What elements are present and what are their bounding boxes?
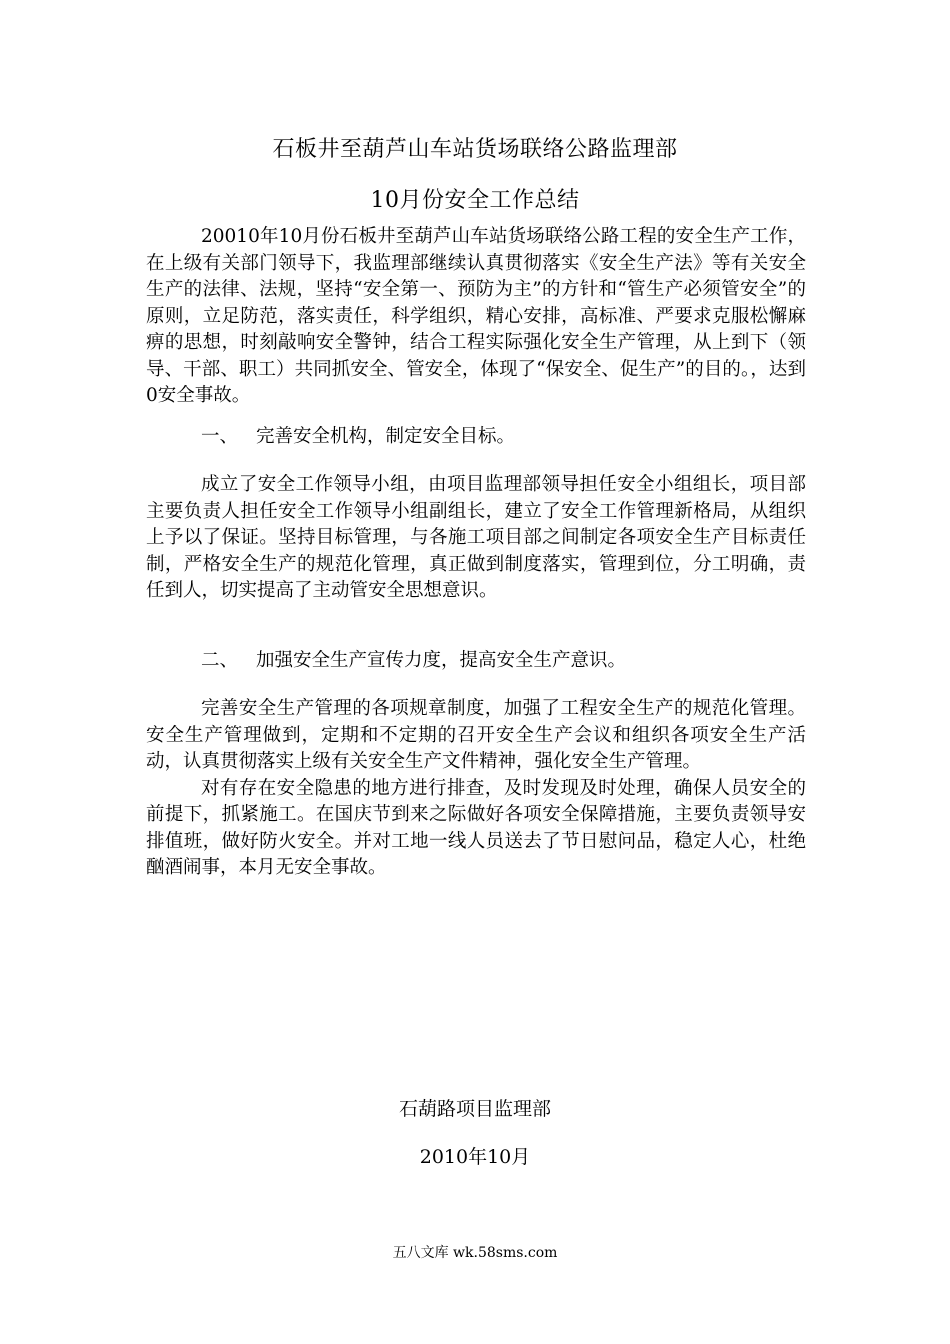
footer-watermark: 五八文库 wk.58sms.com <box>392 1245 558 1261</box>
section2-paragraph-1: 完善安全生产管理的各项规章制度，加强了工程安全生产的规范化管理。安全生产管理做到，定期和不定期的召开安全生产会议和组织各项安全生产活动，认真贯彻落实上级有关安全生产文件精神，强化安全生产管理。 <box>146 698 806 772</box>
section2-body-block <box>146 696 806 882</box>
section2-paragraph-2: 对有存在安全隐患的地方进行排查，及时发现及时处理，确保人员安全的前提下，抓紧施工。在国庆节到来之际做好各项安全保障措施，主要负责领导安排值班，做好防火安全。并对工地一线人员送去了节日慰问品，稳定人心，杜绝酗酒闹事，本月无安全事故。 <box>146 777 806 878</box>
section2-heading-text: 加强安全生产宣传力度，提高安全生产意识。 <box>256 650 627 671</box>
signature-org: 石葫路项目监理部 <box>398 1098 551 1120</box>
intro-paragraph: 20010年10月份石板井至葫芦山车站货场联络公路工程的安全生产工作，在上级有关部门领导下，我监理部继续认真贯彻落实《安全生产法》等有关安全生产的法律、法规，坚持“安全第一、预防为主”的方针和“管生产必须管安全”的原则，立足防范，落实责任，科学组织，精心安排，高标准、严要求克服松懈麻痹的思想，时刻敲响安全警钟，结合工程实际强化安全生产管理，从上到下（领导、干部、职工）共同抓安全、管安全，体现了“保安全、促生产”的目的。，达到0安全事故。 <box>146 226 806 406</box>
section1-number: 一、 <box>201 426 239 447</box>
section1-paragraph: 成立了安全工作领导小组，由项目监理部领导担任安全小组组长，项目部主要负责人担任安全工作领导小组副组长，建立了安全工作管理新格局，从组织上予以了保证。坚持目标管理，与各施工项目部之间制定各项安全生产目标责任制，严格安全生产的规范化管理，真正做到制度落实，管理到位，分工明确，责任到人，切实提高了主动管安全思想意识。 <box>146 474 806 601</box>
section1-heading-text: 完善安全机构，制定安全目标。 <box>256 426 516 447</box>
intro-paragraph-block <box>146 224 806 410</box>
document-title-line2: 10月份安全工作总结 <box>370 188 580 213</box>
section1-heading <box>146 424 806 451</box>
signature-date: 2010年10月 <box>419 1146 531 1168</box>
section2-number: 二、 <box>201 650 239 671</box>
section1-body-block <box>146 472 806 605</box>
document-title-line1: 石板井至葫芦山车站货场联络公路监理部 <box>272 137 678 162</box>
section2-heading <box>146 648 806 675</box>
